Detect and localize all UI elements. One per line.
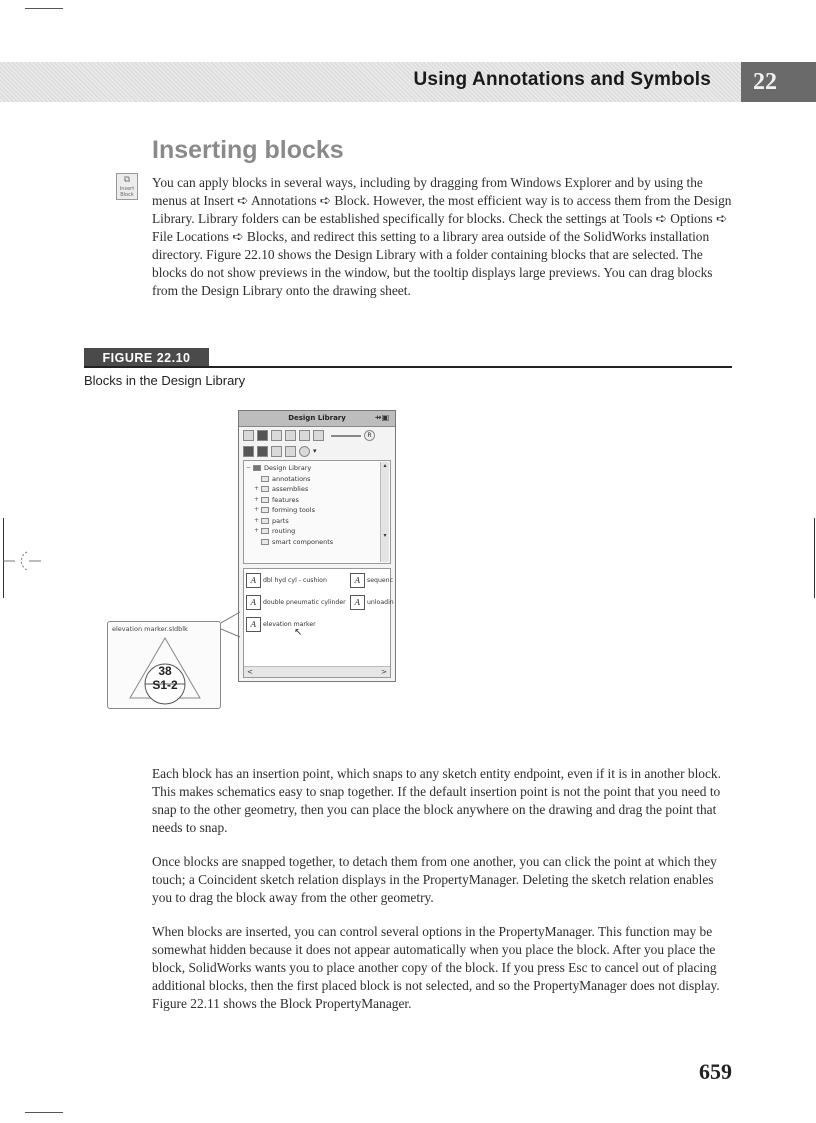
thumbnail-size-slider[interactable] [331, 435, 361, 437]
scroll-right-icon[interactable]: > [381, 668, 387, 676]
figure-rule [84, 366, 732, 368]
figure-label: FIGURE 22.10 [84, 348, 209, 368]
pin-icon[interactable]: ⇸▣ [374, 413, 390, 422]
folder-icon [261, 497, 269, 503]
tooltip-top-value: 38 [158, 664, 172, 678]
expand-icon[interactable]: + [254, 485, 260, 492]
tooltip-filename: elevation marker.sldblk [112, 625, 188, 633]
tree-folder-label: forming tools [272, 506, 315, 514]
design-library-icon[interactable] [257, 430, 268, 441]
section-title: Inserting blocks [152, 136, 344, 164]
view-palette-icon[interactable] [313, 430, 324, 441]
block-thumbnail-icon: A [350, 573, 365, 588]
crop-mark-bottom [25, 1112, 63, 1113]
block-thumbnail-icon: A [246, 573, 261, 588]
insert-block-icon-label: Insert Block [119, 186, 135, 198]
block-thumbnail-icon: A [350, 595, 365, 610]
folder-icon [261, 539, 269, 545]
block-thumbnail-icon: A [246, 617, 261, 632]
insert-block-icon: ⧉ Insert Block [116, 173, 138, 200]
items-horizontal-scrollbar[interactable] [244, 666, 390, 677]
folder-icon [261, 507, 269, 513]
block-item-selected[interactable] [246, 617, 316, 632]
registration-mark [3, 548, 43, 574]
dropdown-arrow-icon[interactable]: ▾ [313, 447, 317, 455]
crop-mark-top [25, 8, 63, 9]
add-file-location-icon[interactable] [243, 446, 254, 457]
body-paragraph: When blocks are inserted, you can control several options in the PropertyManager. This function may be somewhat hidden because it does not appear automatically when you place the block. After you place the block, SolidWorks wants you to place another copy of the block. If you press Esc to cancel out of placing additional blocks, then the first placed block is not selected, and so the PropertyManager does not display. Figure 22.11 shows the Block PropertyManager. [152, 924, 720, 1011]
create-folder-icon[interactable] [257, 446, 268, 457]
design-library-panel [238, 410, 396, 682]
folder-icon [261, 486, 269, 492]
block-thumbnail-icon: A [246, 595, 261, 610]
body-paragraph: Once blocks are snapped together, to detach them from one another, you can click the point at which they touch; a Coincident sketch relation displays in the PropertyManager. Deleting the sketch relation enables you to drag the block away from the other geometry. [152, 854, 717, 905]
tree-folder-label: features [272, 495, 299, 504]
tree-folder[interactable] [246, 484, 390, 495]
intro-paragraph: You can apply blocks in several ways, including by dragging from Windows Explorer and by using the menus at Insert ➪ Annotations ➪ Block. However, the most efficient way is to access them from the Design Library. Library folders can be established specifically for blocks. Check the settings at Tools ➪ Options ➪ File Locations ➪ Blocks, and redirect this setting to a library area outside of the SolidWorks installation directory. Figure 22.10 shows the Design Library with a folder containing blocks that are selected. The blocks do not show previews in the window, but the tooltip displays large previews. You can drag blocks from the Design Library onto the drawing sheet. [152, 175, 732, 298]
folder-icon [261, 476, 269, 482]
scroll-left-icon[interactable]: < [247, 668, 253, 676]
mouse-cursor-icon: ↖ [294, 627, 303, 638]
margin-bar-right [814, 518, 815, 598]
tree-root[interactable] [246, 463, 390, 474]
tree-folder-label: routing [272, 527, 296, 535]
design-library-titlebar [239, 411, 395, 427]
tooltip-leader [221, 611, 241, 641]
tree-folder-label: parts [272, 516, 289, 525]
tree-folder[interactable] [246, 537, 390, 548]
tree-folder[interactable] [246, 526, 390, 537]
figure-caption: Blocks in the Design Library [84, 373, 246, 388]
refresh-icon[interactable] [271, 446, 282, 457]
page-number: 659 [699, 1059, 732, 1084]
tree-folder[interactable] [246, 495, 390, 506]
tree-folder-label: smart components [272, 537, 334, 546]
block-item-label: elevation marker [263, 621, 316, 628]
block-item[interactable] [350, 573, 393, 588]
block-item[interactable] [246, 595, 346, 610]
search-icon[interactable] [299, 446, 310, 457]
tree-folder-label: annotations [272, 474, 311, 483]
tree-folder[interactable] [246, 516, 390, 527]
body-paragraph: Each block has an insertion point, which snaps to any sketch entity endpoint, even if it is in another block. This makes schematics easy to snap together. If the default insertion point is not the point that you need to snap to the other geometry, then you can place the block anywhere on the drawing and drag the point that needs to snap. [152, 766, 721, 835]
tree-folder-label: assemblies [272, 485, 309, 493]
toolbox-icon[interactable] [271, 430, 282, 441]
collapse-icon[interactable]: − [246, 464, 252, 471]
home-icon[interactable] [243, 430, 254, 441]
chapter-number-tab: 22 [741, 62, 816, 102]
expand-icon[interactable]: + [254, 516, 260, 524]
expand-icon[interactable]: + [254, 527, 260, 534]
tooltip-bottom-value: S1-2 [152, 678, 178, 692]
3d-content-icon[interactable] [285, 430, 296, 441]
tree-folder[interactable] [246, 474, 390, 485]
tree-folder[interactable] [246, 505, 390, 516]
library-root-icon [253, 465, 261, 471]
block-preview-tooltip [107, 621, 221, 709]
design-library-title: Design Library [288, 414, 346, 422]
tree-root-label: Design Library [264, 464, 312, 472]
expand-icon[interactable]: + [254, 495, 260, 503]
expand-icon[interactable]: + [254, 506, 260, 513]
running-header-title: Using Annotations and Symbols [413, 69, 711, 90]
tree-scrollbar[interactable]: ▴ ▾ [380, 462, 389, 562]
folder-icon [261, 528, 269, 534]
folder-icon [261, 518, 269, 524]
design-library-toolbar-2 [239, 444, 395, 458]
up-folder-icon[interactable] [285, 446, 296, 457]
explorer-icon[interactable] [299, 430, 310, 441]
design-library-items [243, 568, 394, 678]
block-item-label: double pneumatic cylinder [263, 599, 346, 606]
block-item-label: sequenc [367, 577, 394, 584]
block-item[interactable] [246, 573, 327, 588]
design-library-tree [243, 460, 391, 564]
block-item-label: unloadin [367, 599, 394, 606]
slider-knob-icon[interactable]: R [364, 430, 375, 441]
design-library-toolbar-1 [239, 427, 395, 444]
block-item-label: dbl hyd cyl - cushion [263, 577, 327, 584]
block-item[interactable] [350, 595, 394, 610]
